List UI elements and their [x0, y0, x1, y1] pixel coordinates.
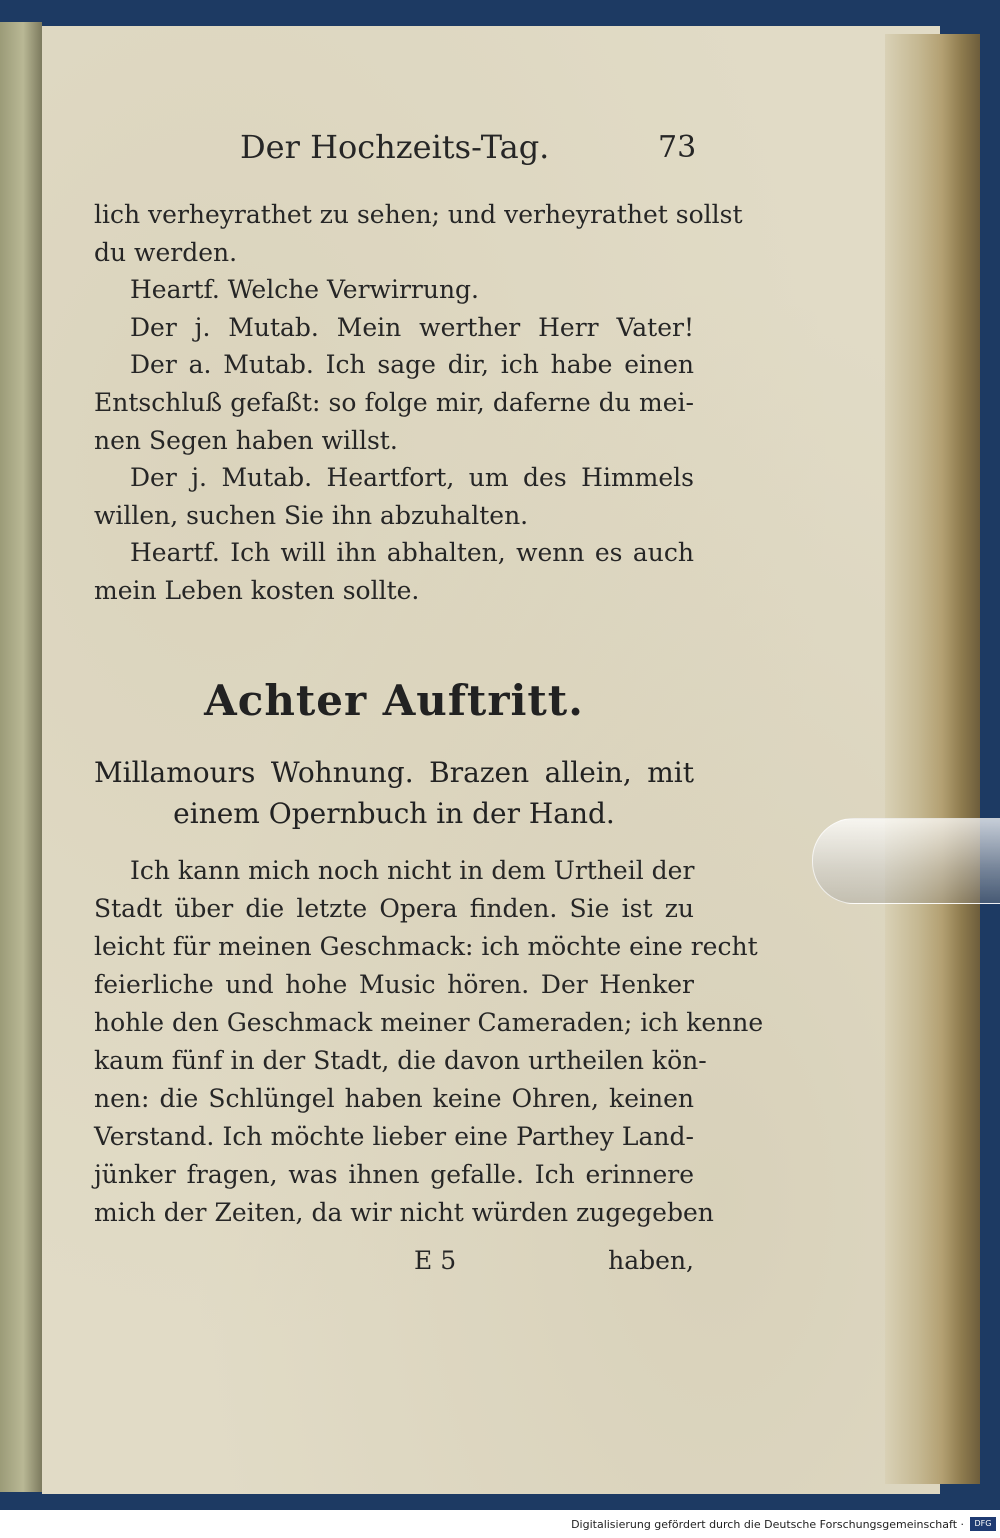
page-number: 73 [658, 130, 697, 165]
text-line: Ich kann mich noch nicht in dem Urtheil der [130, 856, 695, 885]
text-line: kaum fünf in der Stadt, die davon urtheilen kön- [94, 1046, 707, 1075]
scene-title: Achter Auftritt. [204, 676, 584, 725]
text-line: Entschluß gefaßt: so folge mir, daferne du mei- [94, 387, 694, 417]
text-line: willen, suchen Sie ihn abzuhalten. [94, 500, 529, 530]
page-clip [812, 818, 1000, 904]
monologue-block [94, 852, 764, 1232]
text-line: Der a. Mutab. Ich sage dir, ich habe einen [130, 350, 694, 380]
setting-line: Millamours Wohnung. Brazen allein, mit [94, 756, 694, 789]
text-line: Der j. Mutab. Mein werther Herr Vater! [130, 312, 694, 342]
text-line: leicht für meinen Geschmack: ich möchte eine recht [94, 932, 758, 961]
scene-setting [94, 752, 694, 834]
left-page-edge [0, 22, 42, 1492]
page-header [0, 128, 900, 178]
text-line: Heartf. Welche Verwirrung. [130, 275, 479, 305]
page-fore-edge [885, 34, 980, 1484]
page-footer [94, 1246, 694, 1286]
text-line: mein Leben kosten sollte. [94, 575, 420, 605]
text-line: hohle den Geschmack meiner Cameraden; ich kenne [94, 1008, 764, 1037]
dialogue-block [94, 196, 743, 610]
text-line: feierliche und hohe Music hören. Der Henker [94, 970, 694, 999]
dfg-logo: DFG [970, 1517, 996, 1531]
signature-mark: E 5 [414, 1246, 457, 1275]
text-line: Verstand. Ich möchte lieber eine Parthey Land- [94, 1122, 694, 1151]
credit-bar [0, 1510, 1000, 1538]
text-line: Stadt über die letzte Opera finden. Sie ist zu [94, 894, 694, 923]
text-line: Der j. Mutab. Heartfort, um des Himmels [130, 463, 694, 493]
catchword: haben, [608, 1246, 694, 1275]
text-line: jünker fragen, was ihnen gefalle. Ich erinnere [94, 1160, 694, 1189]
text-line: nen Segen haben willst. [94, 425, 398, 455]
text-line: du werden. [94, 237, 238, 267]
setting-line: einem Opernbuch in der Hand. [173, 797, 615, 830]
running-title: Der Hochzeits-Tag. [240, 128, 550, 166]
text-line: Heartf. Ich will ihn abhalten, wenn es auch [130, 538, 694, 568]
text-line: mich der Zeiten, da wir nicht würden zugegeben [94, 1198, 714, 1227]
text-line: nen: die Schlüngel haben keine Ohren, keinen [94, 1084, 694, 1113]
text-line: lich verheyrathet zu sehen; und verheyrathet sollst [94, 200, 743, 229]
credit-text: Digitalisierung gefördert durch die Deutsche Forschungsgemeinschaft · [571, 1518, 964, 1531]
